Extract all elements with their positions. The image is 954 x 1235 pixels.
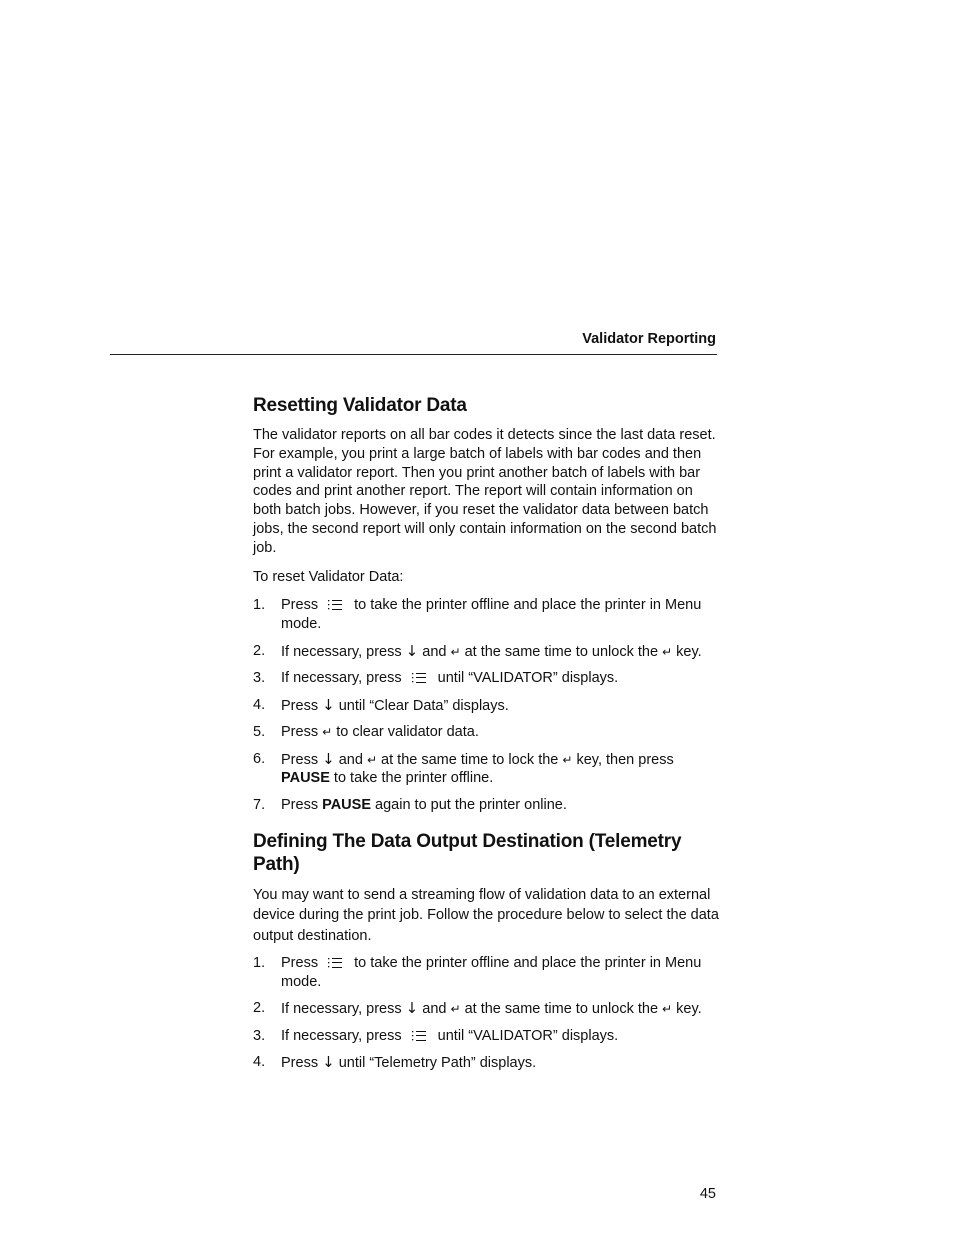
list-item: 4. Press ↓ until “Telemetry Path” displays.: [253, 1053, 537, 1072]
list-item: 1. Press to take the printer offline and place the printer in Menu mode.: [253, 955, 702, 990]
page-content: [253, 394, 723, 1081]
pause-key-label: PAUSE: [322, 796, 371, 813]
pause-key-label: PAUSE: [281, 770, 330, 787]
section2-steps: [253, 954, 723, 1073]
down-arrow-icon: ↓: [322, 695, 335, 714]
list-item: 2. If necessary, press ↓ and ↵ at the same time to unlock the ↵ key.: [253, 999, 702, 1018]
enter-key-icon: ↵: [366, 752, 378, 767]
down-arrow-icon: ↓: [322, 1053, 335, 1072]
section1-paragraph: The validator reports on all bar codes it detects since the last data reset. For example, you print a large batch of labels with bar codes and then print a validator report. Then you print another batch of labels with bar codes and print another report. The report will contain information on both batch jobs. However, if you reset the validator data between batch jobs, the second report will only contain information on the second batch job.: [253, 427, 717, 556]
enter-key-icon: ↵: [450, 644, 461, 659]
section1-intro: To reset Validator Data:: [253, 568, 404, 585]
running-head: Validator Reporting: [582, 331, 716, 347]
menu-icon: [412, 1030, 426, 1042]
list-item: 4. Press ↓ until “Clear Data” displays.: [253, 695, 509, 714]
list-item: 2. If necessary, press ↓ and ↵ at the same time to unlock the ↵ key.: [253, 641, 702, 660]
header-rule: [110, 354, 717, 355]
section-title-resetting: Resetting Validator Data: [253, 395, 467, 416]
section2-paragraph: You may want to send a streaming flow of validation data to an external device during the print job. Follow the procedure below to select the data output destination.: [253, 886, 719, 944]
enter-key-icon: ↵: [450, 1002, 461, 1017]
list-item: 7. Press PAUSE again to put the printer online.: [253, 796, 567, 813]
menu-icon: [328, 957, 342, 969]
list-item: 6. Press ↓ and ↵ at the same time to lock the ↵ key, then press PAUSE to take the printer offline.: [253, 749, 674, 787]
enter-key-icon: ↵: [322, 725, 333, 740]
page-number: 45: [699, 1186, 716, 1202]
enter-key-icon: ↵: [662, 644, 673, 659]
down-arrow-icon: ↓: [405, 641, 419, 660]
section-title-telemetry: Defining The Data Output Destination (Telemetry Path): [253, 830, 682, 875]
list-item: 3. If necessary, press until “VALIDATOR” displays.: [253, 1027, 619, 1044]
list-item: 3. If necessary, press until “VALIDATOR” displays.: [253, 670, 619, 687]
enter-key-icon: ↵: [662, 1002, 673, 1017]
down-arrow-icon: ↓: [405, 999, 419, 1018]
list-item: 1. Press to take the printer offline and place the printer in Menu mode.: [253, 597, 702, 633]
down-arrow-icon: ↓: [322, 749, 335, 768]
enter-key-icon: ↵: [562, 752, 573, 767]
menu-icon: [328, 599, 342, 611]
menu-icon: [412, 672, 426, 684]
section1-steps: [253, 596, 723, 814]
list-item: 5. Press ↵ to clear validator data.: [253, 724, 479, 741]
